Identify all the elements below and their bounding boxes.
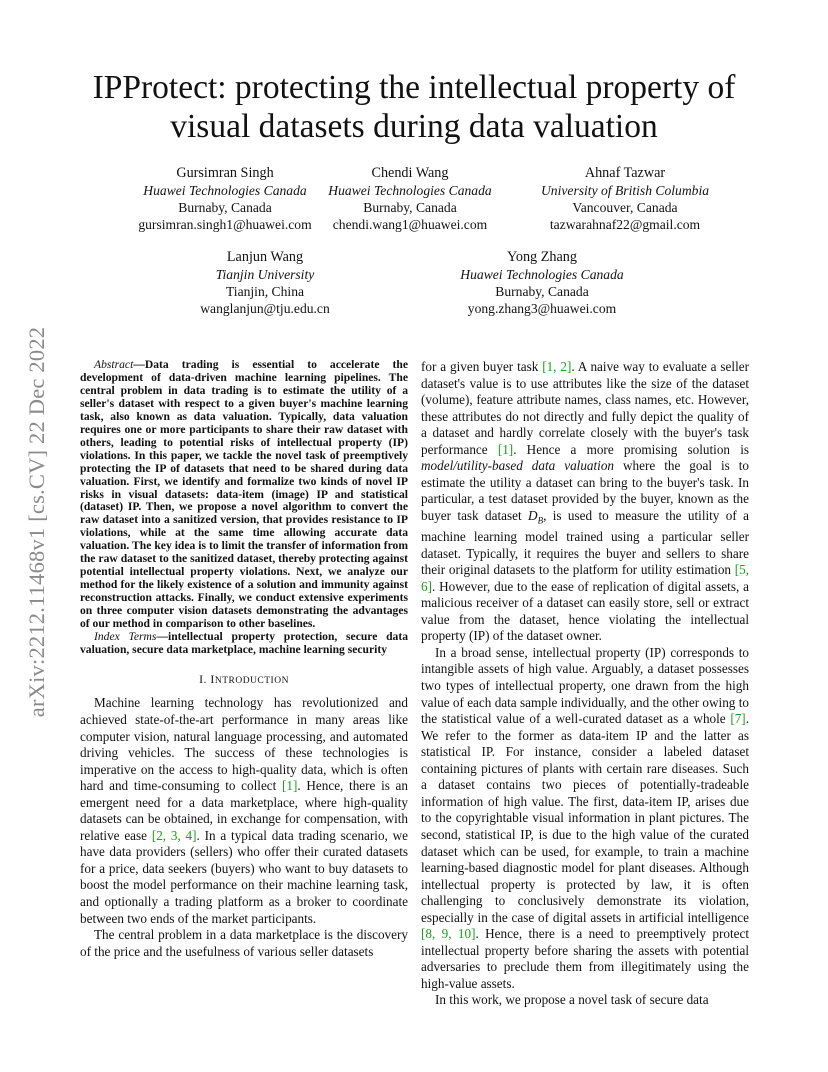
- author-email: chendi.wang1@huawei.com: [332, 217, 488, 232]
- text-run: . However, due to the ease of replication of digital assets, a malicious receiver of a dataset can easily store, sell or extract value from the dataset, hence violating the intellectual property (IP) of the dataset owner.: [421, 578, 749, 644]
- author-block: [180, 249, 350, 317]
- author-affiliation: University of British Columbia: [540, 183, 710, 198]
- author-location: Burnaby, Canada: [363, 200, 457, 215]
- author-affiliation: Huawei Technologies Canada: [460, 267, 624, 282]
- text-run: . Hence, there is an emergent need for a data marketplace, where high-quality datasets can be obtained, in exchange for compensation, with relative ease: [80, 778, 408, 843]
- author-affiliation: Huawei Technologies Canada: [328, 183, 492, 198]
- abstract-body: —Data trading is essential to accelerate the development of data-driven machine learning pipelines. The central problem in data trading is to estimate the utility of a seller's dataset with respect to a given buyer's machine learning task, also known as data valuation. Typically, data valuation requires one or more participants to share their raw dataset with others, leading to potential risks of intellectual property (IP) violations. In this paper, we tackle the novel task of preemptively protecting the IP of datasets that need to be shared during data valuation. First, we identify and formalize two kinds of novel IP risks in visual datasets: data-item (image) IP and statistical (dataset) IP. Then, we propose a novel algorithm to convert the raw dataset into a sanitized version, that provides resistance to IP violations, while at the same time allowing accurate data valuation. The key idea is to limit the transfer of information from the raw dataset to the sanitized dataset, thereby protecting against potential intellectual property violations. Next, we analyze our method for the likely existence of a solution and immunity against reconstruction attacks. Finally, we conduct extensive experiments on three computer vision datasets demonstrating the advantages of our method in comparison to other baselines.: [80, 358, 408, 631]
- author-block: [110, 165, 340, 233]
- author-block: [520, 165, 730, 233]
- author-email: wanglanjun@tju.edu.cn: [200, 301, 330, 316]
- intro-paragraph-4: In this work, we propose a novel task of secure data: [435, 992, 709, 1008]
- intro-paragraph-1: [80, 695, 408, 927]
- math-base: D: [528, 507, 538, 523]
- author-location: Burnaby, Canada: [495, 284, 589, 299]
- math-symbol: [528, 507, 544, 526]
- index-terms-body: —intellectual property protection, secure data valuation, secure data marketplace, machine learning security: [80, 630, 408, 656]
- text-run: where the goal is to estimate the utility a dataset can bring to the buyer's task. In particular, a test dataset provided by the buyer, known as the buyer task dataset: [421, 458, 749, 523]
- text-run: . A naive way to evaluate a seller dataset's value is to use attributes like the size of the dataset (volume), feature attribute names, class names, etc. However, these attributes do not directly and fully depict the quality of a dataset and hardly correlate closely with the buyer's task performance: [421, 359, 749, 457]
- left-column: [80, 359, 408, 960]
- citation-link[interactable]: [8, 9, 10]: [421, 926, 476, 942]
- author-name: Gursimran Singh: [176, 165, 274, 181]
- citation-link[interactable]: [1]: [497, 441, 514, 457]
- author-location: Burnaby, Canada: [178, 200, 272, 215]
- author-name: Chendi Wang: [371, 165, 449, 181]
- author-affiliation: Tianjin University: [215, 267, 315, 282]
- section-heading-introduction: [80, 671, 408, 690]
- author-email: gursimran.singh1@huawei.com: [138, 217, 312, 232]
- paper-title: [80, 68, 748, 146]
- author-block: [437, 249, 647, 317]
- author-name: Ahnaf Tazwar: [584, 165, 666, 181]
- text-run: for a given buyer task: [421, 359, 543, 374]
- author-email: tazwarahnaf22@gmail.com: [549, 217, 701, 232]
- citation-link[interactable]: [7]: [730, 711, 746, 727]
- title-line-2: visual datasets during data valuation: [170, 108, 658, 145]
- citation-link[interactable]: [1, 2]: [542, 359, 572, 374]
- text-run: . Hence a more promising solution is: [513, 441, 749, 457]
- text-run: Machine learning technology has revolutionized and achieved state-of-the-art performance in many areas like computer vision, natural language processing, and automated driving vehicles. The success of these technologies is imperative on the access to high-quality data, which is often hard and time-consuming to collect: [80, 695, 408, 794]
- title-line-1: IPProtect: protecting the intellectual property of: [92, 69, 736, 106]
- author-block: [310, 165, 510, 233]
- arxiv-stamp: [20, 287, 54, 757]
- author-location: Vancouver, Canada: [572, 200, 678, 215]
- section-numeral: I.: [199, 671, 211, 686]
- section-title-initial: I: [210, 671, 215, 686]
- citation-link[interactable]: [2, 3, 4]: [151, 827, 197, 843]
- author-name: Lanjun Wang: [226, 249, 304, 265]
- text-run: In a broad sense, intellectual property (IP) corresponds to intangible assets of high value. Arguably, a dataset possesses two types of intellectual property, one drawn from the high value of each data sample individually, and the other owing to the statistical value of a well-curated dataset as a whole: [421, 644, 749, 727]
- text-run: , is used to measure the utility of a machine learning model trained using a particular seller dataset. Typically, it requires the buyer and sellers to share their original datasets to the platform for utility estimation: [421, 507, 749, 578]
- math-subscript: B: [537, 515, 544, 526]
- intro-paragraph-2-continued: [421, 359, 749, 645]
- intro-paragraph-2: The central problem in a data marketplace is the discovery of the price and the usefulness of various seller datasets: [80, 927, 408, 959]
- citation-link[interactable]: [1]: [282, 778, 298, 794]
- abstract: [80, 359, 408, 631]
- author-affiliation: Huawei Technologies Canada: [143, 183, 307, 198]
- citation-link[interactable]: [5, 6]: [421, 562, 749, 594]
- right-column: [421, 359, 749, 1009]
- intro-paragraph-3: [421, 645, 749, 992]
- section-title-rest: NTRODUCTION: [214, 675, 289, 686]
- index-terms: [80, 631, 408, 657]
- text-run: . Hence, there is a need to preemptively protect intellectual property before sharing the assets with potential adversaries to preclude them from illegitimately using the high-value assets.: [421, 926, 749, 991]
- index-terms-lead: Index Terms: [94, 630, 157, 644]
- arxiv-stamp-text: arXiv:2212.11468v1 [cs.CV] 22 Dec 2022: [24, 326, 49, 718]
- abstract-lead: Abstract: [94, 358, 134, 371]
- author-email: yong.zhang3@huawei.com: [467, 301, 617, 316]
- emphasis-term: model/utility-based data valuation: [421, 458, 615, 474]
- author-location: Tianjin, China: [225, 284, 305, 299]
- text-run: . In a typical data trading scenario, we have data providers (sellers) who offer their curated datasets for a price, data seekers (buyers) who want to buy datasets to boost the model performance on their machine learning task, and optionally a trading platform as a broker to coordinate between two ends of the market participants.: [80, 827, 408, 926]
- text-run: . We refer to the former as data-item IP and the latter as statistical IP. For instance, consider a labeled dataset containing pictures of plants with certain rare diseases. Such a dataset contains two pieces of potentially-tradeable information of high value. The first, data-item IP, arises due to the copyrightable visual information in plant pictures. The second, statistical IP, is due to the high value of the curated dataset which can be used, for example, to train a machine learning-based diagnostic model for plant diseases. Although intellectual property is protected by law, it is often challenging to conclusively demonstrate its violation, especially in the case of digital assets in artificial intelligence: [421, 711, 749, 925]
- author-name: Yong Zhang: [507, 249, 577, 265]
